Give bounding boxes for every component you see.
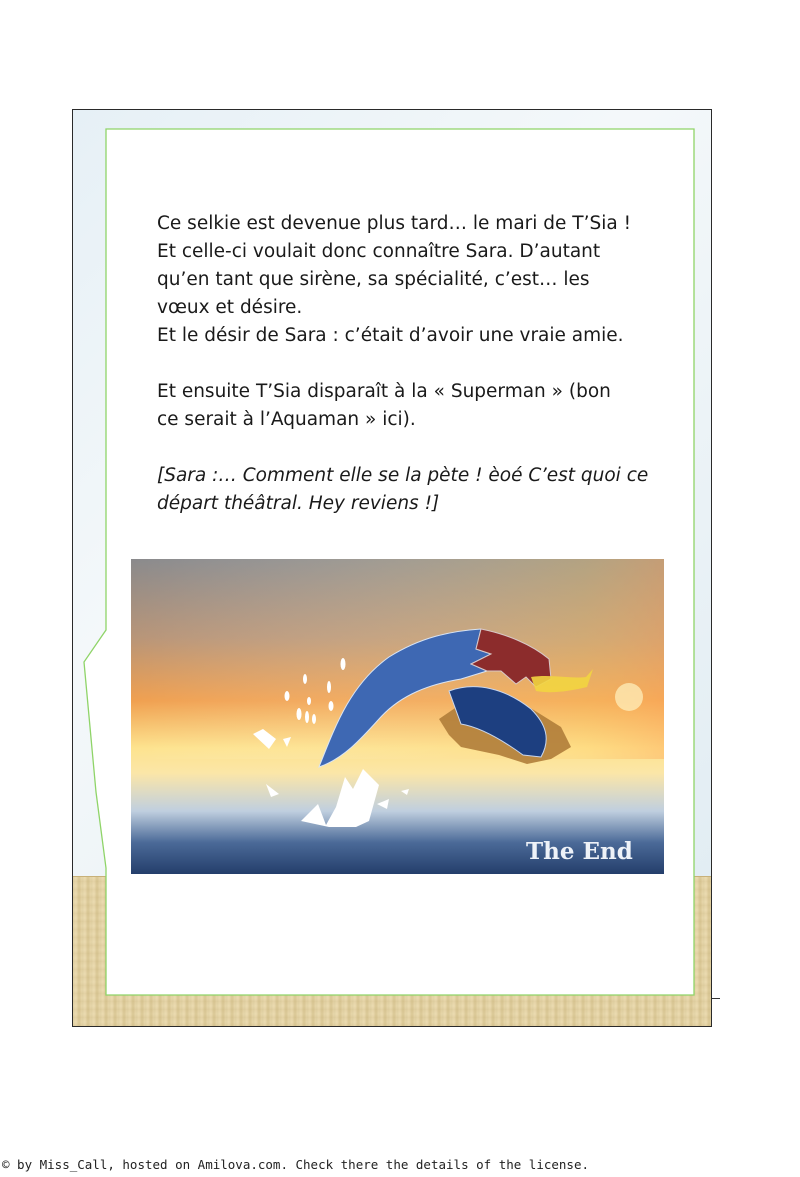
paragraph-3: [Sara :… Comment elle se la pète ! èoé C’est quoi ce départ théâtral. Hey reviens !] (157, 465, 649, 514)
paragraph-2: Et ensuite T’Sia disparaît à la « Superman » (bon ce serait à l’Aquaman » ici). (157, 381, 611, 430)
story-text (157, 210, 677, 518)
frame-tick (712, 998, 720, 999)
sunset-dive-illustration (131, 559, 664, 874)
sun-icon (615, 683, 643, 711)
paragraph-1: Ce selkie est devenue plus tard… le mari de T’Sia ! Et celle-ci voulait donc connaître Sara. D’autant qu’en tant que sirène, sa spécialité, c’est… les vœux et désire. Et le désir de Sara : c’était d’avoir une vraie amie. (157, 213, 631, 346)
license-footer: © by Miss_Call, hosted on Amilova.com. Check there the details of the license. (2, 1157, 589, 1172)
the-end-caption: The End (526, 838, 633, 865)
